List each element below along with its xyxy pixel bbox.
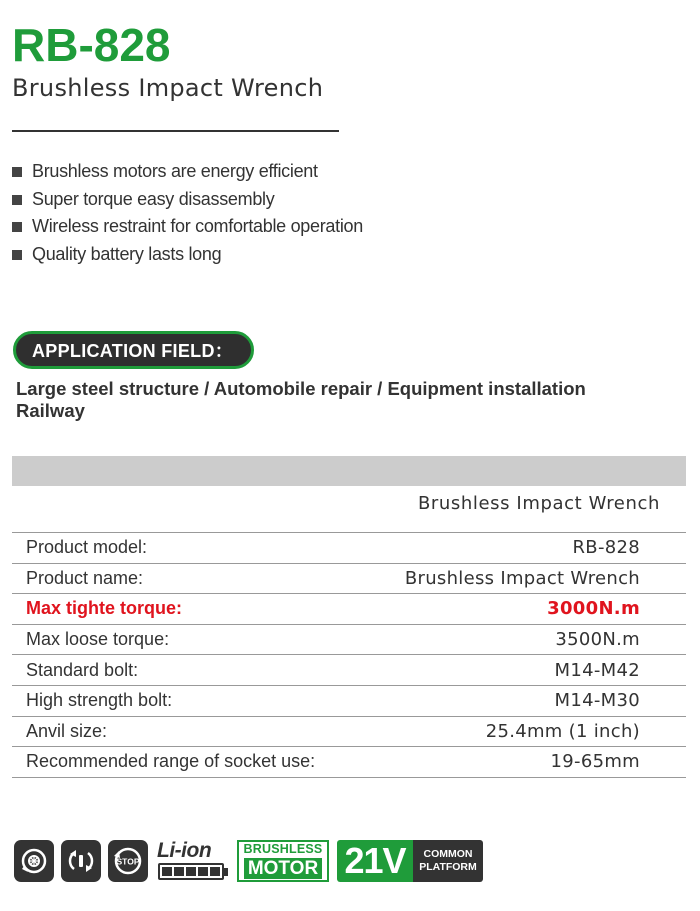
platform-label [413, 840, 483, 882]
model-title: RB-828 [12, 19, 171, 71]
brake-stop-icon [108, 840, 148, 882]
spec-table [12, 532, 686, 778]
motor-rotation-icon [14, 840, 54, 882]
title-divider [12, 130, 339, 132]
spec-label: Product name: [26, 567, 144, 588]
spec-value: 3000N.m [547, 598, 640, 620]
spec-value: 25.4mm (1 inch) [485, 720, 640, 742]
spec-row-high-strength-bolt [12, 686, 686, 717]
spec-label: Max tighte torque: [26, 598, 182, 619]
spec-value: 19-65mm [550, 751, 640, 773]
feature-item [12, 241, 372, 269]
li-ion-label: Li-ion [157, 839, 212, 862]
motor-label: MOTOR [244, 858, 322, 879]
spec-row-max-loose-torque [12, 625, 686, 656]
feature-item [12, 186, 372, 214]
feature-text: Super torque easy disassembly [32, 188, 275, 209]
spec-header-band [12, 456, 686, 486]
feature-item [12, 213, 372, 241]
application-line: Large steel structure / Automobile repair / Equipment installation [16, 378, 586, 399]
spec-label: Standard bolt: [26, 659, 139, 680]
spec-row-standard-bolt [12, 655, 686, 686]
spec-row-socket-range [12, 747, 686, 778]
brushless-motor-badge [237, 840, 329, 882]
feature-text: Wireless restraint for comfortable operation [32, 216, 363, 236]
brushless-label: BRUSHLESS [243, 842, 323, 857]
spec-value: 3500N.m [555, 629, 640, 651]
spec-heading: Brushless Impact Wrench [417, 493, 660, 514]
product-subtitle: Brushless Impact Wrench [12, 74, 324, 102]
stop-label: STOP [116, 856, 140, 867]
voltage-label: 21V [337, 840, 413, 882]
spec-label: Product model: [26, 537, 148, 558]
spec-row-max-tight-torque [12, 594, 686, 625]
li-ion-battery-icon [155, 839, 229, 883]
forward-reverse-icon [61, 840, 101, 882]
bullet-square-icon [12, 195, 22, 205]
common-platform-badge [337, 840, 483, 882]
spec-value: Brushless Impact Wrench [404, 567, 640, 589]
spec-row-model [12, 533, 686, 564]
bullet-square-icon [12, 222, 22, 232]
spec-value: RB-828 [572, 537, 640, 559]
bullet-square-icon [12, 167, 22, 177]
feature-text: Quality battery lasts long [32, 243, 222, 264]
application-field-badge [13, 331, 254, 369]
bullet-square-icon [12, 250, 22, 260]
feature-list [12, 158, 372, 268]
battery-icon [158, 863, 224, 880]
spec-label: Recommended range of socket use: [26, 751, 316, 772]
spec-label: Max loose torque: [26, 629, 170, 650]
spec-label: High strength bolt: [26, 690, 173, 711]
feature-item [12, 158, 372, 186]
spec-row-anvil-size [12, 717, 686, 748]
application-field-label: APPLICATION FIELD： [32, 341, 234, 361]
platform-line: COMMON [423, 847, 473, 860]
application-line: Railway [16, 400, 85, 421]
spec-label: Anvil size: [26, 720, 108, 741]
spec-value: M14-M42 [554, 659, 640, 681]
application-fields [16, 378, 676, 422]
spec-value: M14-M30 [554, 690, 640, 712]
platform-line: PLATFORM [419, 861, 477, 873]
feature-text: Brushless motors are energy efficient [32, 161, 318, 181]
feature-badges [14, 838, 483, 884]
spec-row-name [12, 564, 686, 595]
